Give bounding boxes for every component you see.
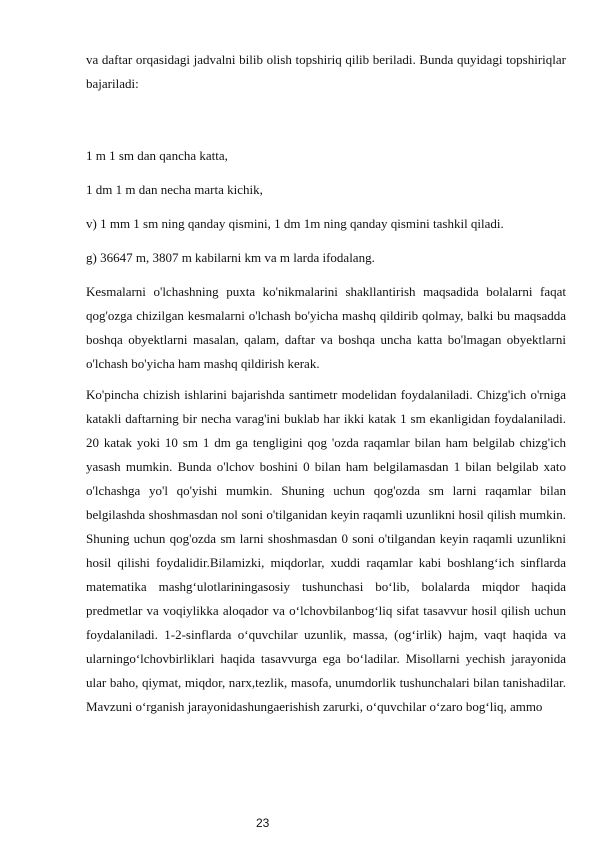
task-item-2: 1 dm 1 m dan necha marta kichik, <box>86 182 263 197</box>
measurement-skills-paragraph: Kesmalarni o'lchashning puxta ko'nikmalarini shakllantirish maqsadida bolalarni faqat qog'ozga chizilgan kesmalarni o'lchash bo'yicha mashq qildirib qolmay, balki bu maqsadda boshqa obyektlarni masalan, qalam, daftar va boshqa uncha katta bo'lmagan obyektlarni o'lchash bo'yicha ham mashq qildirish kerak. <box>86 284 566 371</box>
ruler-drawing-paragraph: Ko'pincha chizish ishlarini bajarishda santimetr modelidan foydalaniladi. Chizg'ich o'rniga katakli daftarning bir necha varag'ini buklab har ikki katak 1 sm ekanligidan foydalaniladi. 20 katak yoki 10 sm 1 dm ga tengligini qog 'ozda raqamlar bilan ham belgilab chizg'ich yasash mumkin. Bunda o'lchov boshini 0 bilan ham belgilamasdan 1 bilan belgilab xato o'lchashga yo'l qo'yishi mumkin. Shuning uchun qog'ozda sm larni raqamlar bilan belgilashda shoshmasdan nol soni o'tilganidan keyin raqamli uzunlikni hosil qilish mumkin. Shuning uchun qog'ozda sm larni shoshmasdan 0 soni o'tilgandan keyin raqamli uzunlikni hosil qilishi foydalidir.Bilamizki, miqdorlar, xuddi raqamlar kabi boshlang‘ich sinflarda matematika mashg‘ulotlariningasosiy tushunchasi bo‘lib, bolalarda miqdor haqida predmetlar va voqiylikka aloqador va o‘lchovbilanbog‘liq sifat tasavvur hosil qilish uchun foydalaniladi. 1-2-sinflarda o‘quvchilar uzunlik, massa, (og‘irlik) hajm, vaqt haqida va ularningo‘lchovbirliklari haqida tasavvurga ega bo‘ladilar. Misollarni yechish jarayonida ular baho, qiymat, miqdor, narx,tezlik, masofa, unumdorlik tushunchalari bilan tanishadilar. Mavzuni o‘rganish jarayonidashungaerishish zarurki, o‘quvchilar o‘zaro bog‘liq, ammo <box>86 387 566 714</box>
task-item-4: g) 36647 m, 3807 m kabilarni km va m larda ifodalang. <box>86 250 375 265</box>
task-item-1: 1 m 1 sm dan qancha katta, <box>86 148 228 163</box>
intro-paragraph: va daftar orqasidagi jadvalni bilib olish topshiriq qilib beriladi. Bunda quyidagi topshiriqlar bajariladi: <box>86 52 566 91</box>
task-list <box>86 144 566 270</box>
task-item-3: v) 1 mm 1 sm ning qanday qismini, 1 dm 1m ning qanday qismini tashkil qiladi. <box>86 216 504 231</box>
page-number: 23 <box>256 816 270 830</box>
document-page <box>86 48 566 726</box>
